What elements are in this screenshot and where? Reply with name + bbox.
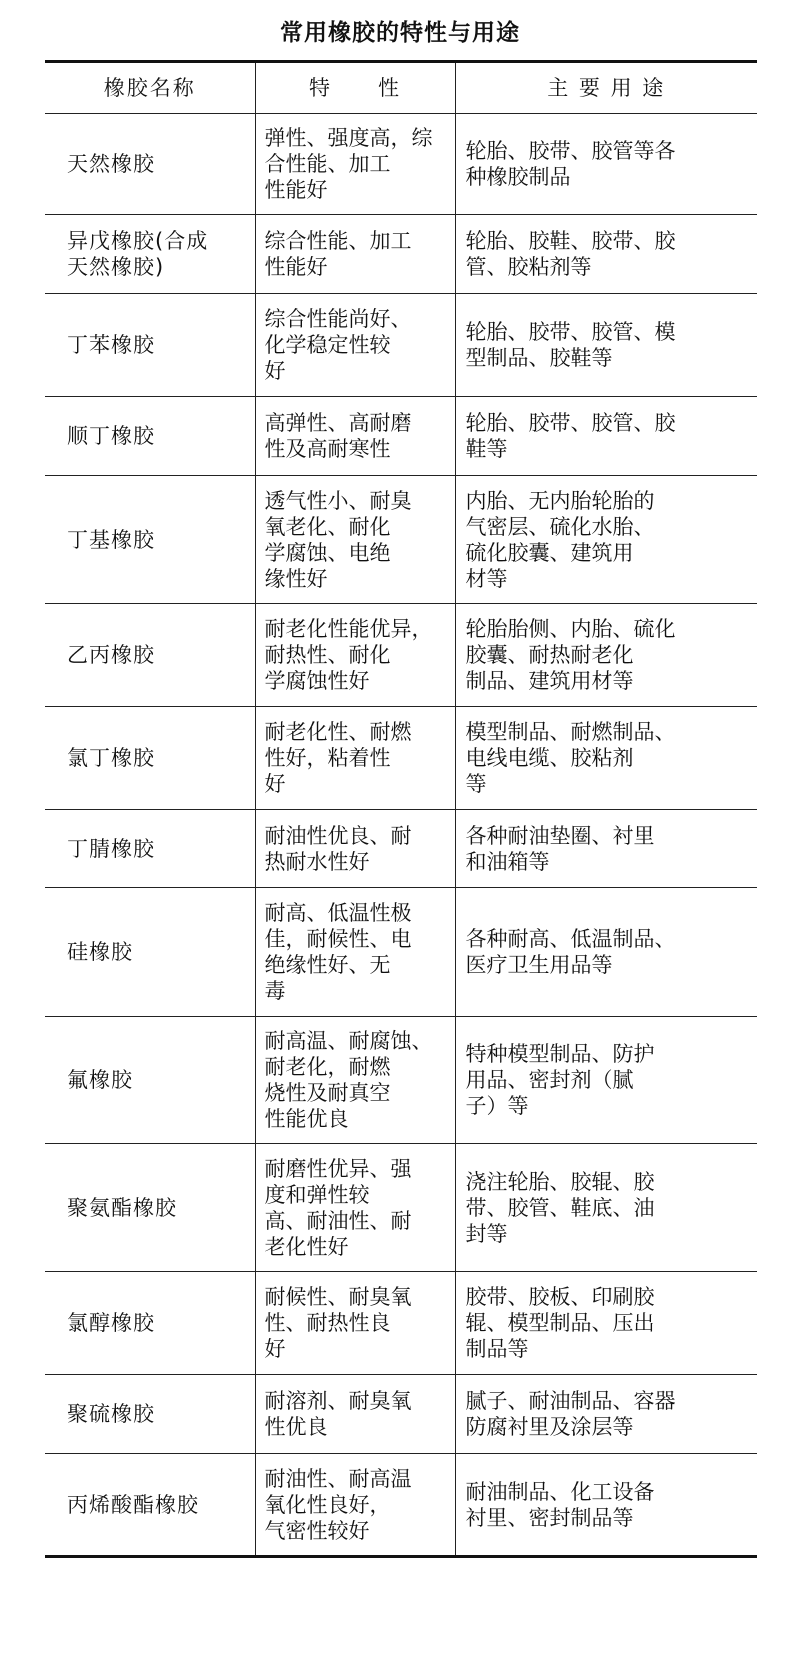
rubber-name-cell: 氯醇橡胶 — [67, 1311, 155, 1335]
rubber-name-cell: 乙丙橡胶 — [67, 643, 155, 667]
rubber-name-cell: 顺丁橡胶 — [67, 424, 155, 448]
properties-cell: 耐高、低温性极 佳，耐候性、电 绝缘性好、无 毒 — [264, 901, 412, 1003]
table-row — [45, 114, 757, 215]
uses-cell: 特种模型制品、防护 用品、密封剂（腻 子）等 — [465, 1042, 655, 1118]
rubber-name-cell: 异戊橡胶(合成 天然橡胶) — [67, 229, 209, 279]
properties-cell: 耐油性、耐高温 氧化性良好， 气密性较好 — [264, 1466, 412, 1543]
header-rubber-name: 橡胶名称 — [45, 62, 255, 114]
rubber-name-cell: 氯丁橡胶 — [67, 746, 155, 770]
uses-cell: 轮胎、胶带、胶管等各 种橡胶制品 — [465, 139, 676, 189]
uses-cell: 轮胎、胶鞋、胶带、胶 管、胶粘剂等 — [465, 229, 676, 279]
properties-cell: 弹性、强度高，综 合性能、加工 性能好 — [264, 126, 433, 202]
uses-cell: 耐油制品、化工设备 衬里、密封制品等 — [465, 1479, 655, 1530]
table-row — [45, 397, 757, 476]
properties-cell: 耐候性、耐臭氧 性、耐热性良 好 — [264, 1285, 412, 1361]
table-row — [45, 707, 757, 810]
properties-cell: 耐老化性、耐燃 性好，粘着性 好 — [264, 720, 412, 796]
properties-cell: 耐油性优良、耐 热耐水性好 — [264, 823, 412, 874]
properties-cell: 透气性小、耐臭 氧老化、耐化 学腐蚀、电绝 缘性好 — [264, 488, 412, 591]
uses-cell: 各种耐油垫圈、衬里 和油箱等 — [465, 823, 655, 874]
table-row — [45, 476, 757, 604]
properties-cell: 耐磨性优异、强 度和弹性较 高、耐油性、耐 老化性好 — [264, 1156, 412, 1259]
table-row — [45, 1375, 757, 1454]
uses-cell: 内胎、无内胎轮胎的 气密层、硫化水胎、 硫化胶囊、建筑用 材等 — [465, 488, 655, 591]
rubber-name-cell: 硅橡胶 — [67, 940, 133, 964]
uses-cell: 各种耐高、低温制品、 医疗卫生用品等 — [465, 927, 676, 977]
rubber-name-cell: 丁基橡胶 — [67, 527, 155, 552]
table-row — [45, 294, 757, 397]
table-row — [45, 1454, 757, 1557]
rubber-name-cell: 聚氨酯橡胶 — [67, 1195, 177, 1220]
header-properties: 特 性 — [255, 62, 455, 114]
header-row — [45, 62, 757, 114]
rubber-name-cell: 聚硫橡胶 — [67, 1402, 155, 1426]
properties-cell: 高弹性、高耐磨 性及高耐寒性 — [264, 411, 412, 461]
uses-cell: 模型制品、耐燃制品、 电线电缆、胶粘剂 等 — [465, 720, 676, 796]
rubber-name-cell: 丁腈橡胶 — [67, 836, 155, 861]
uses-cell: 腻子、耐油制品、容器 防腐衬里及涂层等 — [465, 1389, 676, 1439]
rubber-name-cell: 丙烯酸酯橡胶 — [67, 1492, 199, 1517]
table-row — [45, 604, 757, 707]
uses-cell: 轮胎胎侧、内胎、硫化 胶囊、耐热耐老化 制品、建筑用材等 — [465, 617, 676, 693]
uses-cell: 胶带、胶板、印刷胶 辊、模型制品、压出 制品等 — [465, 1285, 655, 1361]
table-title: 常用橡胶的特性与用途 — [280, 20, 520, 46]
properties-cell: 耐溶剂、耐臭氧 性优良 — [264, 1389, 412, 1439]
table-row — [45, 1017, 757, 1144]
properties-cell: 综合性能、加工 性能好 — [264, 229, 412, 279]
uses-cell: 轮胎、胶带、胶管、胶 鞋等 — [465, 411, 676, 461]
rubber-name-cell: 丁苯橡胶 — [67, 333, 155, 357]
uses-cell: 浇注轮胎、胶辊、胶 带、胶管、鞋底、油 封等 — [465, 1169, 655, 1246]
properties-cell: 耐高温、耐腐蚀、 耐老化，耐燃 烧性及耐真空 性能优良 — [264, 1029, 433, 1131]
table-row — [45, 1272, 757, 1375]
rubber-name-cell: 天然橡胶 — [67, 152, 155, 176]
rubber-properties-table — [45, 60, 757, 1558]
table-row — [45, 1144, 757, 1272]
table-row — [45, 888, 757, 1017]
table-row — [45, 810, 757, 888]
header-uses: 主 要 用 途 — [455, 62, 757, 114]
table-row — [45, 215, 757, 294]
properties-cell: 耐老化性能优异， 耐热性、耐化 学腐蚀性好 — [264, 617, 433, 693]
uses-cell: 轮胎、胶带、胶管、模 型制品、胶鞋等 — [465, 320, 676, 370]
rubber-name-cell: 氟橡胶 — [67, 1068, 133, 1092]
properties-cell: 综合性能尚好、 化学稳定性较 好 — [264, 307, 412, 383]
